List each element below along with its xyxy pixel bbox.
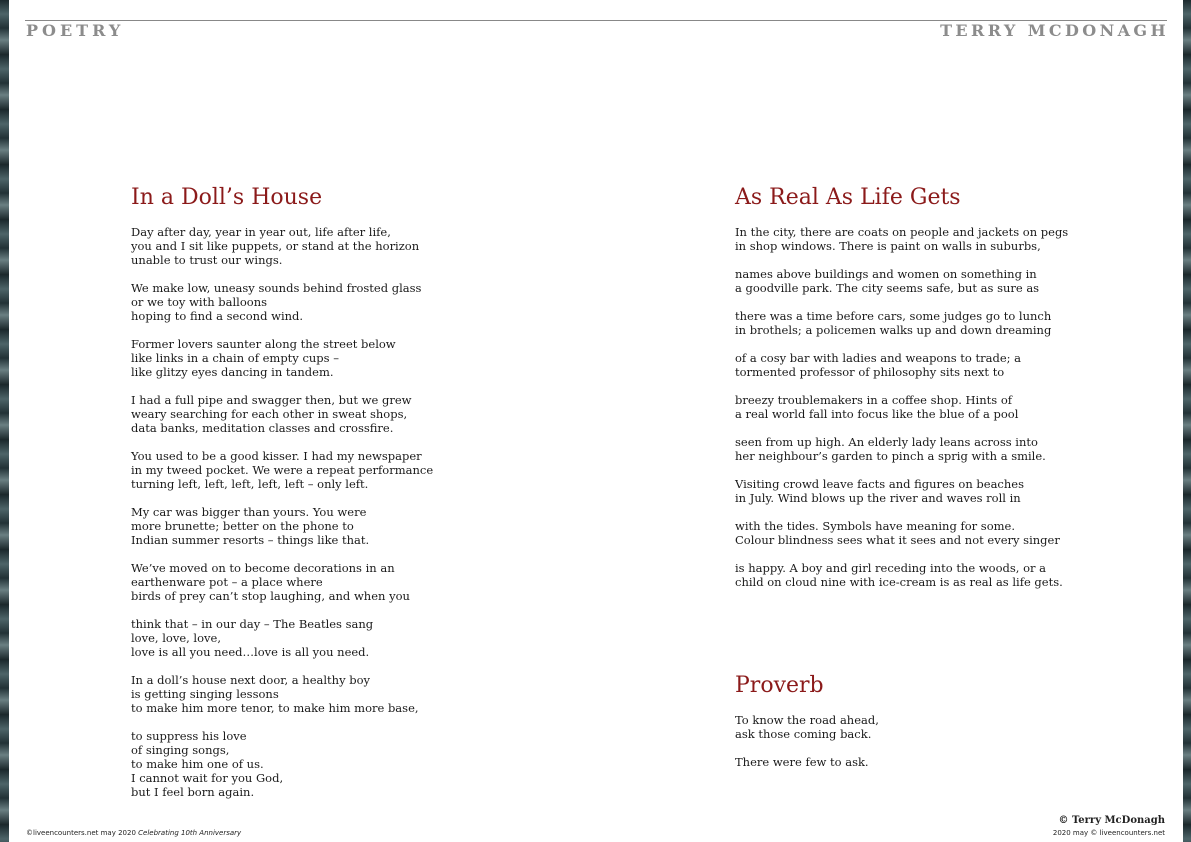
poem-line: more brunette; better on the phone to <box>131 519 354 533</box>
poem-line: birds of prey can’t stop laughing, and when you <box>131 589 410 603</box>
poem-line: in shop windows. There is paint on walls in suburbs, <box>735 239 1041 253</box>
stanza <box>735 435 1068 463</box>
poem-line: there was a time before cars, some judges go to lunch <box>735 309 1052 323</box>
poem-line: like links in a chain of empty cups – <box>131 351 339 365</box>
stanza <box>131 729 433 799</box>
poem-line: love, love, love, <box>131 631 221 645</box>
poem-line: turning left, left, left, left, left – only left. <box>131 477 369 491</box>
poem-line: names above buildings and women on something in <box>735 267 1037 281</box>
stanza <box>131 449 433 491</box>
poem-as-real-as-life-gets <box>735 185 1068 603</box>
magazine-page <box>9 0 1183 842</box>
poem-line: I had a full pipe and swagger then, but we grew <box>131 393 412 407</box>
footer-left <box>26 829 241 837</box>
poem-line: tormented professor of philosophy sits next to <box>735 365 1005 379</box>
poem-line: but I feel born again. <box>131 785 255 799</box>
poem-line: Visiting crowd leave facts and figures on beaches <box>735 477 1024 491</box>
stanza <box>131 225 433 267</box>
poem-line: unable to trust our wings. <box>131 253 283 267</box>
footer-copyright: © Terry McDonagh <box>1058 815 1165 826</box>
poem-line: My car was bigger than yours. You were <box>131 505 367 519</box>
stanza <box>131 673 433 715</box>
poem-line: Indian summer resorts – things like that. <box>131 533 370 547</box>
poem-line: To know the road ahead, <box>735 713 879 727</box>
poem-line: think that – in our day – The Beatles sang <box>131 617 374 631</box>
poem-line: you and I sit like puppets, or stand at the horizon <box>131 239 420 253</box>
poem-in-a-dolls-house <box>131 185 433 813</box>
stanza <box>735 351 1068 379</box>
stanza <box>735 713 879 741</box>
poem-line: There were few to ask. <box>735 755 869 769</box>
poem-line: a real world fall into focus like the blue of a pool <box>735 407 1019 421</box>
stanza <box>735 393 1068 421</box>
footer-anniversary: Celebrating 10th Anniversary <box>138 829 242 837</box>
poem-proverb <box>735 673 879 783</box>
stanza <box>735 519 1068 547</box>
poem-line: to make him one of us. <box>131 757 264 771</box>
poem-line: In a doll’s house next door, a healthy boy <box>131 673 371 687</box>
stanza <box>735 477 1068 505</box>
poem-line: with the tides. Symbols have meaning for some. <box>735 519 1015 533</box>
poem-line: data banks, meditation classes and crossfire. <box>131 421 394 435</box>
stanza <box>735 309 1068 337</box>
footer-right <box>1053 815 1165 837</box>
poem-line: in brothels; a policemen walks up and down dreaming <box>735 323 1052 337</box>
poem-line: weary searching for each other in sweat shops, <box>131 407 408 421</box>
poem-line: We make low, uneasy sounds behind frosted glass <box>131 281 422 295</box>
stanza <box>131 617 433 659</box>
stanza <box>735 225 1068 253</box>
poem-title: In a Doll’s House <box>131 185 323 210</box>
poem-line: a goodville park. The city seems safe, but as sure as <box>735 281 1040 295</box>
poem-line: ask those coming back. <box>735 727 872 741</box>
stanza <box>735 755 879 769</box>
stanza <box>131 281 433 323</box>
poem-line: of a cosy bar with ladies and weapons to trade; a <box>735 351 1022 365</box>
poem-line: Colour blindness sees what it sees and not every singer <box>735 533 1060 547</box>
stanza <box>131 561 433 603</box>
poem-line: to suppress his love <box>131 729 247 743</box>
stanza <box>735 561 1068 589</box>
poem-line: to make him more tenor, to make him more base, <box>131 701 419 715</box>
poem-line: I cannot wait for you God, <box>131 771 284 785</box>
poem-line: In the city, there are coats on people and jackets on pegs <box>735 225 1069 239</box>
poem-line: We’ve moved on to become decorations in an <box>131 561 395 575</box>
poem-line: You used to be a good kisser. I had my newspaper <box>131 449 422 463</box>
poem-line: of singing songs, <box>131 743 230 757</box>
poem-line: in July. Wind blows up the river and waves roll in <box>735 491 1021 505</box>
stanza <box>131 393 433 435</box>
section-label: POETRY <box>26 21 125 40</box>
poem-line: earthenware pot – a place where <box>131 575 323 589</box>
footer-date: 2020 may © liveencounters.net <box>1052 829 1165 837</box>
poem-line: like glitzy eyes dancing in tandem. <box>131 365 334 379</box>
stanza <box>131 337 433 379</box>
poem-line: child on cloud nine with ice-cream is as real as life gets. <box>735 575 1063 589</box>
poem-line: or we toy with balloons <box>131 295 268 309</box>
poem-line: hoping to find a second wind. <box>131 309 304 323</box>
stanza <box>735 267 1068 295</box>
poem-line: breezy troublemakers in a coffee shop. Hints of <box>735 393 1012 407</box>
poem-title: As Real As Life Gets <box>735 185 961 210</box>
poem-title: Proverb <box>735 673 824 698</box>
stanza <box>131 505 433 547</box>
poem-line: her neighbour’s garden to pinch a sprig with a smile. <box>735 449 1046 463</box>
poem-line: Day after day, year in year out, life after life, <box>131 225 391 239</box>
poem-line: in my tweed pocket. We were a repeat performance <box>131 463 434 477</box>
poem-line: seen from up high. An elderly lady leans across into <box>735 435 1038 449</box>
poem-line: Former lovers saunter along the street below <box>131 337 396 351</box>
poem-line: is happy. A boy and girl receding into the woods, or a <box>735 561 1047 575</box>
author-label: TERRY MCDONAGH <box>940 21 1169 40</box>
footer-site: ©liveencounters.net may 2020 <box>26 829 136 837</box>
poem-line: is getting singing lessons <box>131 687 279 701</box>
background-strip-right <box>1182 0 1191 842</box>
poem-line: love is all you need…love is all you need. <box>131 645 370 659</box>
